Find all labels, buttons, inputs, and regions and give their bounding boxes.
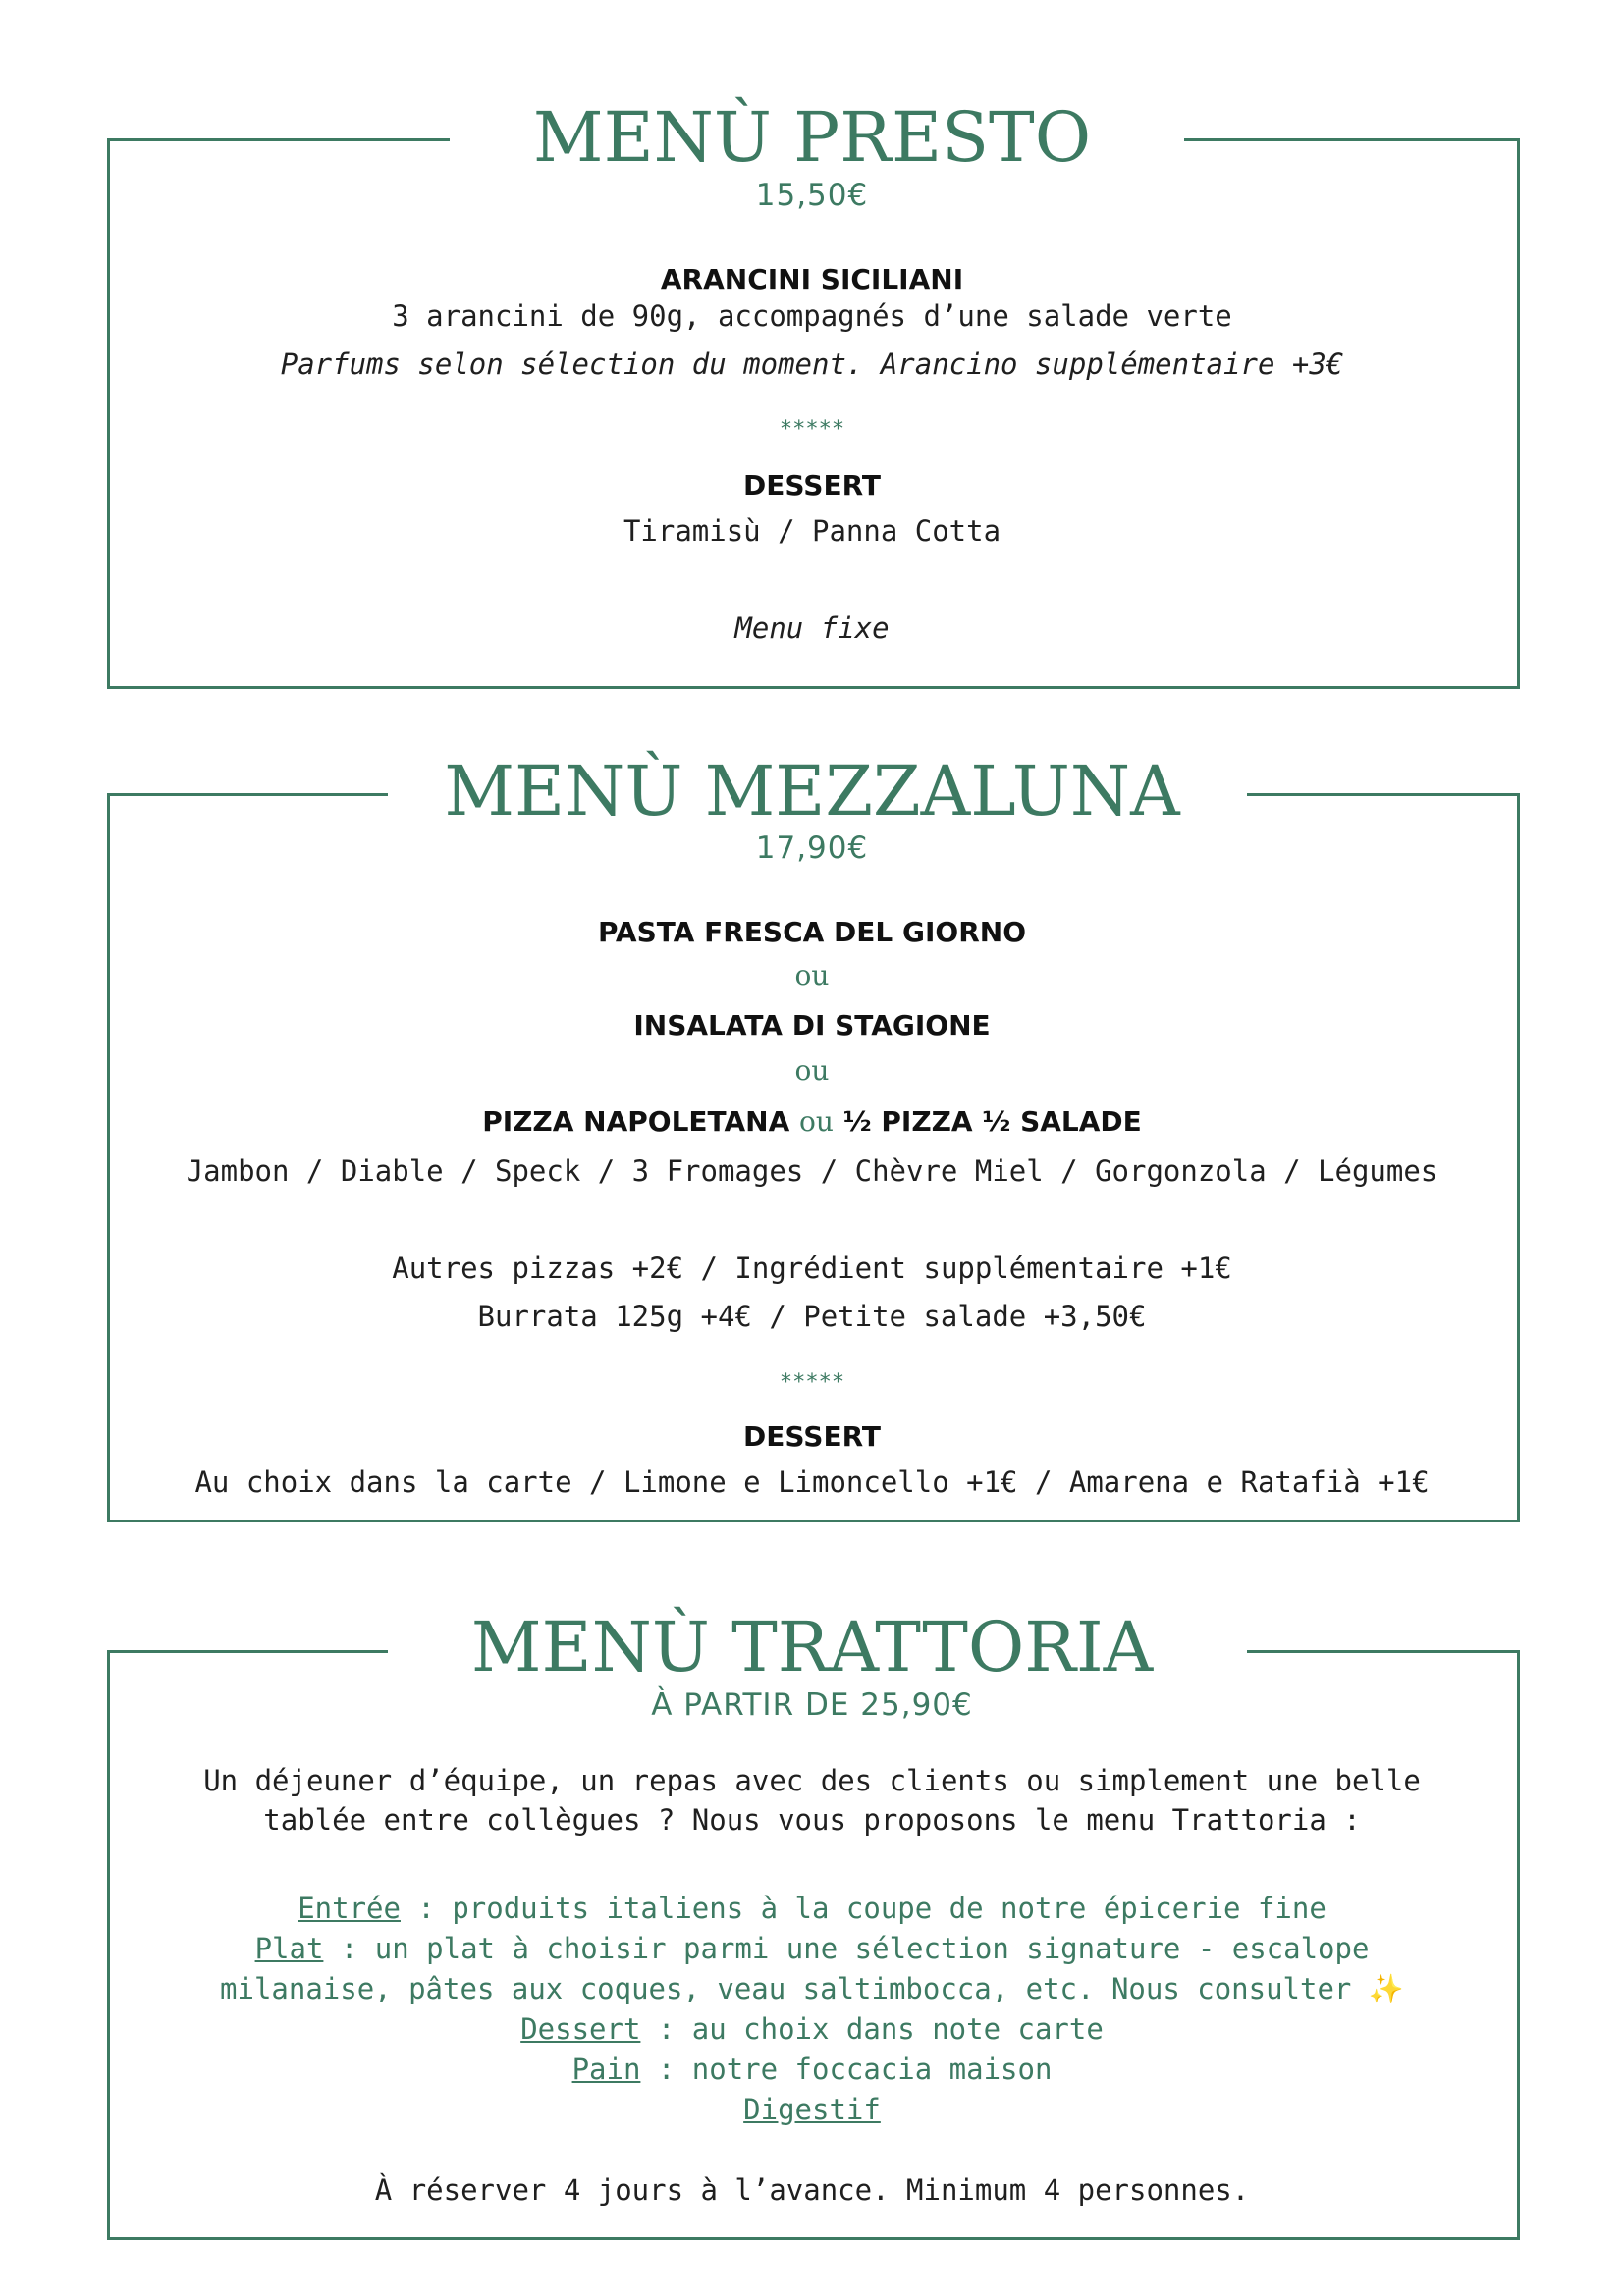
entree-label: Entrée [298,1892,401,1925]
mezzaluna-separator: ***** [779,1370,845,1395]
menu-mezzaluna-title: MENÙ MEZZALUNA [444,751,1180,831]
menu-presto-price: 15,50€ [755,178,869,213]
plat-label: Plat [254,1932,324,1965]
plat-line-2 [0,1972,1624,2005]
presto-fixed-note: Menu fixe [734,612,890,645]
dessert-line [0,2012,1624,2046]
or-separator-1: ou [794,959,830,991]
menu-presto-title: MENÙ PRESTO [532,97,1092,178]
digestif-label: Digestif [743,2093,881,2126]
pizza-heading: PIZZA NAPOLETANA [482,1105,790,1138]
sparkle-icon: ✨ [1368,1972,1404,2005]
arancini-description: 3 arancini de 90g, accompagnés d’une salade verte [392,299,1232,333]
extras-line-1: Autres pizzas +2€ / Ingrédient supplémentaire +1€ [392,1252,1232,1285]
pasta-heading: PASTA FRESCA DEL GIORNO [597,916,1027,948]
dessert-text: : au choix dans note carte [640,2012,1104,2046]
pizza-list: Jambon / Diable / Speck / 3 Fromages / Chèvre Miel / Gorgonzola / Légumes [186,1154,1438,1188]
trattoria-intro-1: Un déjeuner d’équipe, un repas avec des clients ou simplement une belle [203,1764,1421,1797]
arancini-note: Parfums selon sélection du moment. Arancino supplémentaire +3€ [280,347,1344,381]
digestif-line [0,2093,1624,2126]
or-inline: ou [799,1105,834,1138]
arancini-heading: ARANCINI SICILIANI [660,263,964,295]
mezzaluna-dessert-heading: DESSERT [743,1420,881,1453]
plat-text: : un plat à choisir parmi une sélection signature - escalope [323,1932,1370,1965]
presto-dessert-description: Tiramisù / Panna Cotta [623,514,1001,548]
pain-text: : notre foccacia maison [640,2053,1053,2086]
half-pizza-heading: ½ PIZZA ½ SALADE [842,1105,1142,1138]
presto-separator: ***** [779,417,845,442]
menu-mezzaluna-price: 17,90€ [755,830,869,866]
menu-trattoria-price: À PARTIR DE 25,90€ [651,1687,973,1723]
pain-label: Pain [571,2053,641,2086]
trattoria-intro-2: tablée entre collègues ? Nous vous proposons le menu Trattoria : [263,1803,1361,1837]
entree-line [0,1892,1624,1925]
menu-presto-box [107,138,1520,689]
menu-trattoria-title: MENÙ TRATTORIA [470,1607,1154,1687]
presto-dessert-heading: DESSERT [743,469,881,502]
pizza-heading-line [0,1105,1624,1138]
entree-text: : produits italiens à la coupe de notre épicerie fine [400,1892,1326,1925]
extras-line-2: Burrata 125g +4€ / Petite salade +3,50€ [477,1300,1147,1333]
mezzaluna-dessert-description: Au choix dans la carte / Limone e Limoncello +1€ / Amarena e Ratafià +1€ [194,1466,1430,1499]
plat-line [0,1932,1624,1965]
dessert-label: Dessert [520,2012,641,2046]
insalata-heading: INSALATA DI STAGIONE [633,1009,991,1041]
or-separator-2: ou [794,1054,830,1087]
plat-text-2: milanaise, pâtes aux coques, veau saltimbocca, etc. Nous consulter [220,1972,1352,2005]
reserve-note: À réserver 4 jours à l’avance. Minimum 4 personnes. [374,2173,1250,2207]
pain-line [0,2053,1624,2086]
